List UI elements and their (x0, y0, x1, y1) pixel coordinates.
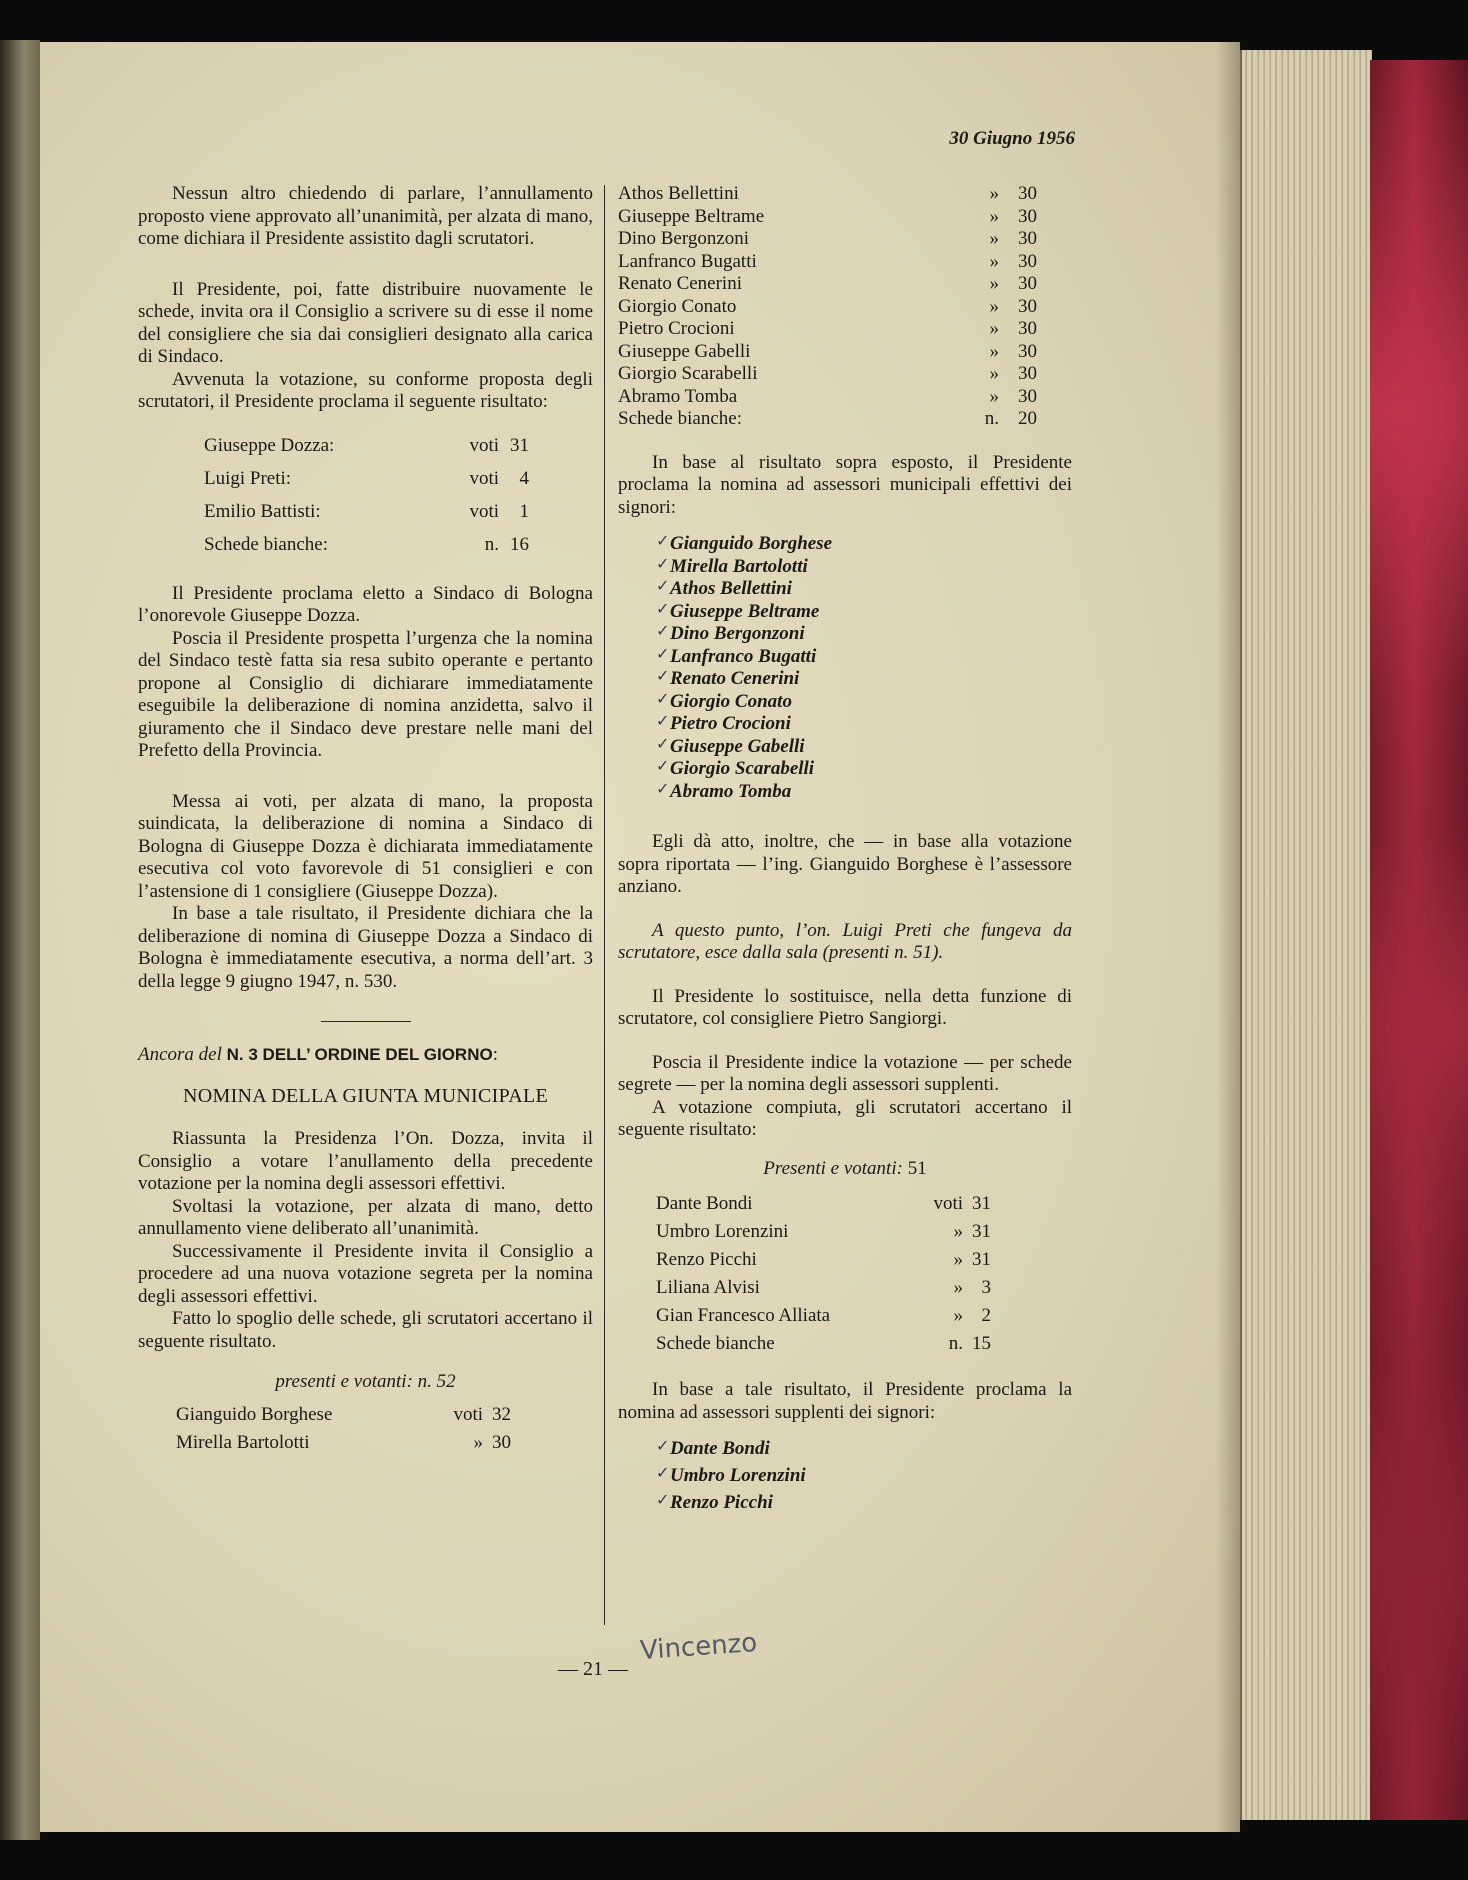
table-row (618, 228, 1037, 251)
list-item (656, 623, 1072, 646)
paragraph: A questo punto, l’on. Luigi Preti che fungeva da scrutatore, esce dalla sala (presenti n. 51). (618, 919, 1072, 963)
candidate-name: Emilio Battisti: (204, 500, 321, 522)
paragraph: Svoltasi la votazione, per alzata di mano, detto annullamento viene deliberato all’unanimità. (138, 1195, 593, 1239)
votes-label: voti (469, 467, 499, 489)
votes-label: » (989, 205, 999, 227)
table-row (204, 529, 529, 562)
paragraph: Il Presidente, poi, fatte distribuire nuovamente le schede, invita ora il Consiglio a scrivere su di esse il nome del consigliere che sia dai consiglieri designato alla carica di Sindaco. (138, 278, 593, 367)
votes-label: voti (469, 434, 499, 456)
list-item (656, 1438, 1072, 1465)
votes-label: n. (984, 408, 999, 429)
check-mark-icon: ✓ (656, 713, 670, 730)
paragraph: Nessun altro chiedendo di parlare, l’annullamento proposto viene approvato all’unanimità, per alzata di mano, come dichiara il Presidente assistito dagli scrutatori. (138, 183, 593, 249)
votes-count: 30 (1018, 228, 1037, 249)
presenti-votanti: Presenti e votanti: 51 (763, 1157, 927, 1179)
candidate-name: Schede bianche: (618, 408, 742, 429)
assessore-name: Giorgio Conato (670, 690, 792, 712)
votes-count: 20 (1018, 408, 1037, 429)
section-divider (321, 1021, 411, 1022)
votes-count: 30 (1018, 318, 1037, 339)
assessori-results-table-cont (618, 183, 1037, 431)
votes-count: 3 (981, 1276, 991, 1298)
votes-count: 30 (1018, 183, 1037, 204)
sindaco-results-table (204, 430, 529, 562)
votes-label: n. (484, 533, 499, 555)
candidate-name: Luigi Preti: (204, 467, 292, 489)
table-row (618, 251, 1037, 274)
table-row (656, 1274, 991, 1302)
candidate-name: Giuseppe Dozza: (204, 434, 335, 456)
assessori-results-table-start (176, 1402, 511, 1458)
paragraph: Fatto lo spoglio delle schede, gli scrutatori accertano il seguente risultato. (138, 1308, 593, 1352)
table-row (618, 341, 1037, 364)
table-row (204, 496, 529, 529)
assessore-name: Giuseppe Beltrame (670, 600, 820, 622)
check-mark-icon: ✓ (656, 690, 670, 708)
votes-label: » (989, 295, 999, 317)
candidate-name: Schede bianche: (204, 533, 328, 555)
votes-count: 30 (492, 1432, 511, 1454)
paragraph: In base a tale risultato, il Presidente dichiara che la deliberazione di nomina di Giuseppe Dozza a Sindaco di Bologna è immediatamente esecutiva, a norma dell’art. 3 della legge 9 giugno 1947, n. 530. (138, 903, 593, 992)
table-row (204, 463, 529, 496)
votes-count: 31 (510, 434, 529, 456)
assessore-name: Pietro Crocioni (670, 713, 791, 734)
table-row (176, 1430, 511, 1458)
candidate-name: Mirella Bartolotti (176, 1432, 310, 1454)
paragraph: Successivamente il Presidente invita il Consiglio a procedere ad una nuova votazione segreta per la nomina degli assessori effettivi. (138, 1240, 593, 1307)
votes-count: 15 (972, 1332, 991, 1354)
votes-count: 31 (972, 1192, 991, 1214)
paragraph: Egli dà atto, inoltre, che — in base alla votazione sopra riportata — l’ing. Gianguido Borghese è l’assessore anziano. (618, 831, 1072, 897)
presenti-votanti: presenti e votanti: n. 52 (275, 1371, 456, 1392)
list-item (656, 555, 1072, 579)
facing-page-edge (0, 40, 40, 1840)
assessore-name: Giorgio Scarabelli (670, 758, 815, 779)
page-gutter-shadow (1216, 42, 1240, 1832)
votes-count: 2 (981, 1304, 991, 1326)
candidate-name: Athos Bellettini (618, 183, 739, 204)
list-item (656, 735, 1072, 759)
assessore-name: Dante Bondi (670, 1438, 770, 1459)
votes-count: 30 (1018, 340, 1037, 362)
list-item (656, 578, 1072, 601)
votes-count: 1 (519, 500, 529, 522)
check-mark-icon: ✓ (656, 1492, 670, 1509)
list-item (656, 668, 1072, 691)
presenti-value: 51 (907, 1157, 927, 1179)
votes-label: voti (933, 1192, 963, 1214)
section-intro-colon: : (492, 1044, 498, 1065)
table-row (656, 1246, 991, 1274)
paragraph: Messa ai voti, per alzata di mano, la proposta suindicata, la deliberazione di nomina a Sindaco di Bologna di Giuseppe Dozza è dichiarata immediatamente esecutiva col voto favorevole di 51 consiglieri e con l’astensione di 1 consigliere (Giuseppe Dozza). (138, 790, 593, 902)
votes-label: » (989, 385, 999, 407)
presenti-label: presenti e votanti (275, 1371, 407, 1392)
assessore-name: Athos Bellettini (670, 578, 792, 599)
supplenti-list (656, 1438, 1072, 1519)
votes-label: » (989, 250, 999, 272)
votes-label: n. (948, 1332, 963, 1354)
check-mark-icon: ✓ (656, 735, 670, 753)
candidate-name: Schede bianche (656, 1332, 775, 1354)
votes-count: 30 (1018, 363, 1037, 384)
effettivi-list (656, 533, 1072, 803)
assessore-name: Gianguido Borghese (670, 533, 833, 554)
check-mark-icon: ✓ (656, 758, 670, 775)
votes-count: 30 (1018, 205, 1037, 227)
votes-count: 32 (492, 1404, 511, 1426)
candidate-name: Lanfranco Bugatti (618, 250, 757, 272)
candidate-name: Liliana Alvisi (656, 1276, 760, 1298)
paragraph: Il Presidente lo sostituisce, nella detta funzione di scrutatore, col consigliere Pietro Sangiorgi. (618, 985, 1072, 1029)
check-mark-icon: ✓ (656, 600, 670, 618)
list-item (656, 600, 1072, 624)
votes-label: » (989, 228, 999, 249)
candidate-name: Gianguido Borghese (176, 1404, 333, 1426)
votes-label: » (989, 318, 999, 339)
paragraph: Poscia il Presidente prospetta l’urgenza che la nomina del Sindaco testè fatta sia resa subito operante e pertanto propone al Consiglio di dichiarare immediatamente eseguibile la deliberazione di nomina anzidetta, salvo il giuramento che il Sindaco deve prestare nelle mani del Prefetto della Provincia. (138, 627, 593, 761)
check-mark-icon: ✓ (656, 578, 670, 595)
votes-label: » (473, 1432, 483, 1454)
check-mark-icon: ✓ (656, 668, 670, 685)
assessore-name: Mirella Bartolotti (670, 555, 808, 577)
assessore-name: Giuseppe Gabelli (670, 735, 805, 757)
supplenti-results-table (656, 1190, 991, 1358)
handwritten-note: Vincenzo (639, 1627, 759, 1667)
assessore-name: Abramo Tomba (670, 780, 792, 802)
votes-label: » (953, 1276, 963, 1298)
list-item (656, 780, 1072, 804)
paragraph: In base al risultato sopra esposto, il Presidente proclama la nomina ad assessori municipali effettivi dei signori: (618, 451, 1072, 518)
column-divider (604, 185, 605, 1625)
candidate-name: Giuseppe Gabelli (618, 340, 751, 362)
book-binding (1370, 60, 1468, 1820)
check-mark-icon: ✓ (656, 533, 670, 550)
right-column (618, 183, 1072, 1519)
table-row (618, 273, 1037, 296)
check-mark-icon: ✓ (656, 1465, 670, 1482)
section-intro-bold: N. 3 DELL’ ORDINE DEL GIORNO (226, 1045, 493, 1064)
list-item (656, 1492, 1072, 1519)
votes-label: » (953, 1248, 963, 1270)
table-row (618, 408, 1037, 431)
table-row (656, 1218, 991, 1246)
votes-label: » (989, 273, 999, 294)
candidate-name: Giorgio Conato (618, 295, 737, 317)
candidate-name: Giuseppe Beltrame (618, 205, 765, 227)
candidate-name: Dino Bergonzoni (618, 228, 750, 249)
presenti-value: n. 52 (417, 1371, 456, 1392)
section-intro (138, 1044, 593, 1067)
table-row (618, 206, 1037, 229)
votes-label: voti (469, 500, 499, 522)
list-item (656, 533, 1072, 556)
table-row (176, 1402, 511, 1430)
paragraph: Il Presidente proclama eletto a Sindaco di Bologna l’onorevole Giuseppe Dozza. (138, 582, 593, 626)
votes-count: 30 (1018, 250, 1037, 272)
list-item (656, 713, 1072, 736)
list-item (656, 645, 1072, 669)
assessore-name: Renzo Picchi (670, 1492, 773, 1513)
assessore-name: Umbro Lorenzini (670, 1465, 806, 1486)
votes-label: » (989, 183, 999, 204)
table-row (618, 386, 1037, 409)
votes-count: 31 (972, 1248, 991, 1270)
assessore-name: Lanfranco Bugatti (670, 645, 817, 667)
presenti-label: Presenti e votanti (763, 1157, 897, 1179)
votes-count: 16 (510, 533, 529, 555)
book-page-edges (1240, 50, 1372, 1820)
table-row (656, 1302, 991, 1330)
table-row (618, 318, 1037, 341)
page-header-date: 30 Giugno 1956 (949, 128, 1075, 149)
left-column (138, 183, 593, 1458)
table-row (656, 1190, 991, 1218)
table-row (618, 183, 1037, 206)
candidate-name: Dante Bondi (656, 1192, 753, 1214)
candidate-name: Renato Cenerini (618, 273, 742, 294)
votes-count: 4 (519, 467, 529, 489)
votes-label: voti (453, 1404, 483, 1426)
page-number: — 21 — (558, 1658, 628, 1680)
candidate-name: Renzo Picchi (656, 1248, 757, 1270)
list-item (656, 1465, 1072, 1492)
candidate-name: Abramo Tomba (618, 385, 738, 407)
paragraph: A votazione compiuta, gli scrutatori accertano il seguente risultato: (618, 1096, 1072, 1140)
list-item (656, 758, 1072, 781)
paragraph: In base a tale risultato, il Presidente proclama la nomina ad assessori supplenti dei signori: (618, 1379, 1072, 1423)
paragraph: Poscia il Presidente indice la votazione — per schede segrete — per la nomina degli assessori supplenti. (618, 1051, 1072, 1095)
votes-label: » (953, 1220, 963, 1242)
candidate-name: Pietro Crocioni (618, 318, 735, 339)
list-item (656, 690, 1072, 714)
candidate-name: Gian Francesco Alliata (656, 1304, 831, 1326)
table-row (618, 296, 1037, 319)
votes-count: 30 (1018, 273, 1037, 294)
paragraph: Riassunta la Presidenza l’On. Dozza, invita il Consiglio a votare l’anullamento della precedente votazione per la nomina degli assessori effettivi. (138, 1128, 593, 1194)
votes-count: 30 (1018, 295, 1037, 317)
votes-count: 31 (972, 1220, 991, 1242)
votes-label: » (989, 340, 999, 362)
check-mark-icon: ✓ (656, 1438, 670, 1455)
check-mark-icon: ✓ (656, 645, 670, 663)
section-intro-italic: Ancora del (138, 1044, 222, 1065)
votes-label: » (953, 1304, 963, 1326)
paragraph: Avvenuta la votazione, su conforme proposta degli scrutatori, il Presidente proclama il seguente risultato: (138, 368, 593, 412)
assessore-name: Dino Bergonzoni (670, 623, 805, 644)
candidate-name: Umbro Lorenzini (656, 1220, 789, 1242)
assessore-name: Renato Cenerini (670, 668, 800, 689)
table-row (204, 430, 529, 463)
votes-label: » (989, 363, 999, 384)
table-row (618, 363, 1037, 386)
check-mark-icon: ✓ (656, 780, 670, 798)
check-mark-icon: ✓ (656, 623, 670, 640)
votes-count: 30 (1018, 385, 1037, 407)
check-mark-icon: ✓ (656, 555, 670, 573)
section-title: NOMINA DELLA GIUNTA MUNICIPALE (183, 1084, 548, 1107)
table-row (656, 1330, 991, 1358)
candidate-name: Giorgio Scarabelli (618, 363, 758, 384)
